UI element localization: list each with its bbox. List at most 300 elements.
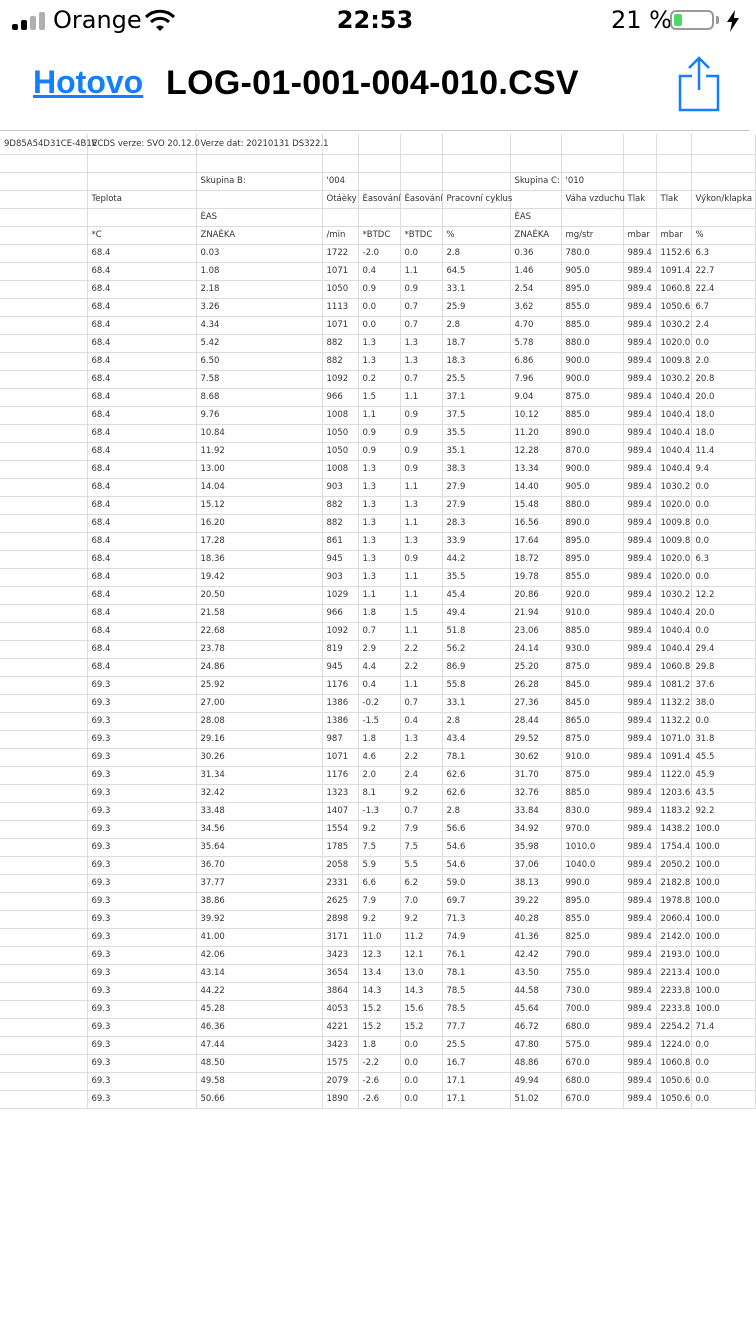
table-cell: 69.3 xyxy=(87,730,196,748)
table-cell: 1040.4 xyxy=(656,622,691,640)
table-cell: 68.4 xyxy=(87,424,196,442)
table-cell xyxy=(196,154,322,172)
table-cell xyxy=(0,334,87,352)
table-cell xyxy=(0,838,87,856)
table-cell: 855.0 xyxy=(561,568,623,586)
table-cell xyxy=(0,874,87,892)
table-cell xyxy=(0,1054,87,1072)
table-cell: 1.1 xyxy=(400,586,442,604)
table-cell: 1.1 xyxy=(400,622,442,640)
table-row xyxy=(0,550,755,568)
table-cell: 2625 xyxy=(322,892,358,910)
table-cell: 71.4 xyxy=(691,1018,755,1036)
table-cell: 38.3 xyxy=(442,460,510,478)
table-cell xyxy=(0,766,87,784)
header-row xyxy=(0,154,755,172)
table-cell xyxy=(0,1072,87,1090)
table-cell xyxy=(0,370,87,388)
table-cell xyxy=(0,460,87,478)
table-cell: 989.4 xyxy=(623,586,656,604)
table-cell: 1081.2 xyxy=(656,676,691,694)
table-cell xyxy=(442,208,510,226)
table-cell: 62.6 xyxy=(442,784,510,802)
table-cell xyxy=(623,134,656,154)
table-cell: 3423 xyxy=(322,1036,358,1054)
table-cell: 78.5 xyxy=(442,1000,510,1018)
table-cell xyxy=(0,658,87,676)
table-cell: 16.7 xyxy=(442,1054,510,1072)
table-cell: 3.26 xyxy=(196,298,322,316)
table-cell: 0.0 xyxy=(358,316,400,334)
table-cell: 14.40 xyxy=(510,478,561,496)
table-cell: 0.0 xyxy=(691,622,755,640)
table-cell: 1.5 xyxy=(400,604,442,622)
table-cell: 20.8 xyxy=(691,370,755,388)
table-cell: 47.44 xyxy=(196,1036,322,1054)
table-cell: 34.92 xyxy=(510,820,561,838)
table-cell: 1.46 xyxy=(510,262,561,280)
table-cell: 1060.8 xyxy=(656,1054,691,1072)
table-cell: 21.94 xyxy=(510,604,561,622)
table-cell: 1.1 xyxy=(400,478,442,496)
table-cell: 10.84 xyxy=(196,424,322,442)
table-cell: 44.58 xyxy=(510,982,561,1000)
table-cell: '004 xyxy=(322,172,358,190)
header-row xyxy=(0,226,755,244)
table-row xyxy=(0,820,755,838)
table-cell: 51.02 xyxy=(510,1090,561,1108)
table-row xyxy=(0,712,755,730)
table-cell: 20.86 xyxy=(510,586,561,604)
table-row xyxy=(0,460,755,478)
table-cell: 900.0 xyxy=(561,352,623,370)
table-cell: 68.4 xyxy=(87,370,196,388)
table-cell: 35.1 xyxy=(442,442,510,460)
table-cell: 7.9 xyxy=(358,892,400,910)
table-cell: 7.5 xyxy=(400,838,442,856)
table-cell xyxy=(442,134,510,154)
table-row xyxy=(0,406,755,424)
table-cell: 1009.8 xyxy=(656,352,691,370)
table-cell xyxy=(0,1090,87,1108)
table-cell: 2050.2 xyxy=(656,856,691,874)
table-cell: 989.4 xyxy=(623,532,656,550)
table-cell: mbar xyxy=(623,226,656,244)
table-cell: 71.3 xyxy=(442,910,510,928)
table-cell: 1029 xyxy=(322,586,358,604)
table-cell: 27.9 xyxy=(442,496,510,514)
table-cell: Otáèky xyxy=(322,190,358,208)
table-cell: -2.0 xyxy=(358,244,400,262)
table-cell: 0.0 xyxy=(400,1072,442,1090)
table-cell: *BTDC xyxy=(358,226,400,244)
table-cell: 68.4 xyxy=(87,478,196,496)
table-cell: 6.3 xyxy=(691,550,755,568)
table-cell: 69.3 xyxy=(87,982,196,1000)
table-row xyxy=(0,946,755,964)
table-cell: 882 xyxy=(322,514,358,532)
table-cell xyxy=(0,550,87,568)
table-cell xyxy=(0,1018,87,1036)
table-cell: '010 xyxy=(561,172,623,190)
table-cell: 69.3 xyxy=(87,748,196,766)
table-cell: 100.0 xyxy=(691,892,755,910)
table-cell: 68.4 xyxy=(87,586,196,604)
table-cell: 882 xyxy=(322,352,358,370)
table-cell: 1071 xyxy=(322,316,358,334)
table-cell: 33.1 xyxy=(442,694,510,712)
table-cell: ÈAS xyxy=(196,208,322,226)
table-cell: 29.4 xyxy=(691,640,755,658)
table-cell: 1.1 xyxy=(358,586,400,604)
table-cell: 15.2 xyxy=(358,1018,400,1036)
table-cell xyxy=(0,712,87,730)
table-cell: 1.3 xyxy=(400,496,442,514)
table-cell: 68.4 xyxy=(87,334,196,352)
table-cell: Výkon/klapka xyxy=(691,190,755,208)
table-cell: 1.1 xyxy=(400,388,442,406)
table-cell: 903 xyxy=(322,478,358,496)
table-cell: 23.06 xyxy=(510,622,561,640)
table-cell: 1050.6 xyxy=(656,1072,691,1090)
table-cell: 48.50 xyxy=(196,1054,322,1072)
table-cell: 0.0 xyxy=(691,532,755,550)
table-cell: 1386 xyxy=(322,712,358,730)
table-cell: 1.5 xyxy=(358,388,400,406)
table-cell: 989.4 xyxy=(623,748,656,766)
table-cell: 68.4 xyxy=(87,406,196,424)
table-cell: 9.76 xyxy=(196,406,322,424)
table-cell: 2898 xyxy=(322,910,358,928)
table-cell: 41.00 xyxy=(196,928,322,946)
table-cell: 4053 xyxy=(322,1000,358,1018)
table-cell: 23.78 xyxy=(196,640,322,658)
table-cell: 989.4 xyxy=(623,478,656,496)
table-cell: 1.3 xyxy=(400,532,442,550)
table-cell xyxy=(0,514,87,532)
table-cell: 29.8 xyxy=(691,658,755,676)
table-cell: 25.5 xyxy=(442,370,510,388)
table-cell: 8.1 xyxy=(358,784,400,802)
table-cell: 44.22 xyxy=(196,982,322,1000)
table-cell: 1040.4 xyxy=(656,640,691,658)
table-cell: 903 xyxy=(322,568,358,586)
table-cell: 78.1 xyxy=(442,748,510,766)
table-row xyxy=(0,478,755,496)
table-cell: 8.68 xyxy=(196,388,322,406)
table-cell: 28.44 xyxy=(510,712,561,730)
table-cell: 1050 xyxy=(322,442,358,460)
table-cell: 0.0 xyxy=(400,244,442,262)
table-cell: 69.3 xyxy=(87,694,196,712)
table-cell: 13.34 xyxy=(510,460,561,478)
table-cell: 25.92 xyxy=(196,676,322,694)
table-cell: 900.0 xyxy=(561,460,623,478)
csv-spreadsheet[interactable] xyxy=(0,134,753,1169)
table-cell: 25.5 xyxy=(442,1036,510,1054)
table-cell: 33.1 xyxy=(442,280,510,298)
table-cell: 989.4 xyxy=(623,838,656,856)
table-cell: 92.2 xyxy=(691,802,755,820)
table-row xyxy=(0,1090,755,1108)
table-cell: 14.3 xyxy=(358,982,400,1000)
table-cell: 7.58 xyxy=(196,370,322,388)
table-cell: 47.80 xyxy=(510,1036,561,1054)
table-cell: 989.4 xyxy=(623,802,656,820)
table-cell: 35.5 xyxy=(442,568,510,586)
table-cell: 575.0 xyxy=(561,1036,623,1054)
table-cell: 68.4 xyxy=(87,550,196,568)
table-cell xyxy=(0,280,87,298)
table-cell: 49.94 xyxy=(510,1072,561,1090)
table-cell: 18.3 xyxy=(442,352,510,370)
table-cell xyxy=(196,190,322,208)
table-cell xyxy=(691,172,755,190)
table-cell: 18.0 xyxy=(691,424,755,442)
table-cell xyxy=(0,1036,87,1054)
table-cell xyxy=(358,134,400,154)
table-cell: 875.0 xyxy=(561,388,623,406)
table-cell: 1.3 xyxy=(400,730,442,748)
table-cell: 40.28 xyxy=(510,910,561,928)
table-cell: 15.2 xyxy=(400,1018,442,1036)
table-cell: Tlak xyxy=(623,190,656,208)
table-cell: 2.4 xyxy=(400,766,442,784)
table-cell: 69.3 xyxy=(87,1090,196,1108)
table-cell: 37.1 xyxy=(442,388,510,406)
table-cell: 1.8 xyxy=(358,1036,400,1054)
table-cell: 1092 xyxy=(322,370,358,388)
table-cell: 1040.4 xyxy=(656,388,691,406)
table-cell: 18.72 xyxy=(510,550,561,568)
table-cell: 1091.4 xyxy=(656,748,691,766)
table-cell: 68.4 xyxy=(87,514,196,532)
table-cell: 0.7 xyxy=(400,298,442,316)
table-cell: 4.4 xyxy=(358,658,400,676)
table-cell: 7.5 xyxy=(358,838,400,856)
table-cell: 0.9 xyxy=(400,460,442,478)
table-cell: 69.3 xyxy=(87,856,196,874)
table-cell: 19.78 xyxy=(510,568,561,586)
table-cell: 855.0 xyxy=(561,910,623,928)
table-cell: 0.7 xyxy=(400,316,442,334)
table-row xyxy=(0,244,755,262)
table-cell xyxy=(0,316,87,334)
table-cell: 69.7 xyxy=(442,892,510,910)
table-row xyxy=(0,370,755,388)
table-row xyxy=(0,1000,755,1018)
table-cell: 0.0 xyxy=(691,568,755,586)
table-cell: 900.0 xyxy=(561,370,623,388)
table-cell: 46.36 xyxy=(196,1018,322,1036)
table-cell: 1040.4 xyxy=(656,460,691,478)
table-cell: 989.4 xyxy=(623,460,656,478)
csv-table xyxy=(0,134,756,1109)
table-row xyxy=(0,1018,755,1036)
table-row xyxy=(0,766,755,784)
table-cell: 20.0 xyxy=(691,388,755,406)
table-cell: 989.4 xyxy=(623,298,656,316)
table-cell: 966 xyxy=(322,388,358,406)
table-cell: 1.3 xyxy=(400,334,442,352)
table-cell: 74.9 xyxy=(442,928,510,946)
table-cell: 10.12 xyxy=(510,406,561,424)
table-cell: 62.6 xyxy=(442,766,510,784)
table-cell: 3654 xyxy=(322,964,358,982)
table-cell xyxy=(0,190,87,208)
table-row xyxy=(0,568,755,586)
table-cell: 24.86 xyxy=(196,658,322,676)
table-row xyxy=(0,334,755,352)
table-cell: 1091.4 xyxy=(656,262,691,280)
table-cell: 68.4 xyxy=(87,460,196,478)
table-cell: 17.1 xyxy=(442,1072,510,1090)
table-cell: 1050 xyxy=(322,424,358,442)
table-cell: 6.50 xyxy=(196,352,322,370)
table-cell: 2.54 xyxy=(510,280,561,298)
table-cell: Verze dat: 20210131 DS322.1 xyxy=(196,134,322,154)
table-cell: -0.2 xyxy=(358,694,400,712)
table-cell: 16.56 xyxy=(510,514,561,532)
table-cell: 69.3 xyxy=(87,1054,196,1072)
table-cell: % xyxy=(691,226,755,244)
table-cell: 1113 xyxy=(322,298,358,316)
table-cell: 845.0 xyxy=(561,676,623,694)
table-cell: 989.4 xyxy=(623,1072,656,1090)
table-row xyxy=(0,514,755,532)
table-cell: 31.70 xyxy=(510,766,561,784)
table-row xyxy=(0,424,755,442)
table-cell: 42.42 xyxy=(510,946,561,964)
table-row xyxy=(0,1036,755,1054)
table-cell: 987 xyxy=(322,730,358,748)
table-cell: 42.06 xyxy=(196,946,322,964)
table-cell: 68.4 xyxy=(87,388,196,406)
table-cell: 4.6 xyxy=(358,748,400,766)
table-cell: 875.0 xyxy=(561,730,623,748)
table-cell: Tlak xyxy=(656,190,691,208)
table-row xyxy=(0,964,755,982)
table-cell: 1407 xyxy=(322,802,358,820)
table-cell: 35.98 xyxy=(510,838,561,856)
table-cell: 3.62 xyxy=(510,298,561,316)
table-cell: 6.3 xyxy=(691,244,755,262)
table-cell xyxy=(691,208,755,226)
table-row xyxy=(0,280,755,298)
table-cell: 69.3 xyxy=(87,946,196,964)
table-cell: 16.20 xyxy=(196,514,322,532)
table-row xyxy=(0,892,755,910)
table-cell: 21.58 xyxy=(196,604,322,622)
table-cell: 700.0 xyxy=(561,1000,623,1018)
table-row xyxy=(0,316,755,334)
table-cell: 870.0 xyxy=(561,442,623,460)
table-cell: 4.34 xyxy=(196,316,322,334)
table-row xyxy=(0,298,755,316)
table-cell: 920.0 xyxy=(561,586,623,604)
table-cell: 1.3 xyxy=(358,550,400,568)
table-cell: 989.4 xyxy=(623,820,656,838)
table-cell: 1040.4 xyxy=(656,442,691,460)
table-cell: 68.4 xyxy=(87,622,196,640)
table-cell: 50.66 xyxy=(196,1090,322,1108)
table-cell: 1040.4 xyxy=(656,406,691,424)
table-cell xyxy=(561,208,623,226)
table-cell: 100.0 xyxy=(691,946,755,964)
table-cell: 1.3 xyxy=(358,532,400,550)
table-cell xyxy=(0,982,87,1000)
header-row xyxy=(0,190,755,208)
share-icon[interactable] xyxy=(676,56,722,112)
table-cell: 69.3 xyxy=(87,928,196,946)
table-cell: 0.0 xyxy=(400,1036,442,1054)
table-cell: ZNAÈKA xyxy=(196,226,322,244)
table-cell: 989.4 xyxy=(623,946,656,964)
table-cell xyxy=(87,154,196,172)
table-cell: 31.8 xyxy=(691,730,755,748)
table-cell: 2193.0 xyxy=(656,946,691,964)
table-cell xyxy=(322,154,358,172)
table-cell: 27.9 xyxy=(442,478,510,496)
table-cell: 885.0 xyxy=(561,622,623,640)
table-cell: 0.0 xyxy=(358,298,400,316)
table-cell: 0.0 xyxy=(691,1036,755,1054)
header-row xyxy=(0,208,755,226)
document-title: LOG-01-001-004-010.CSV xyxy=(166,64,579,102)
table-cell: 1071 xyxy=(322,748,358,766)
table-cell: 0.9 xyxy=(400,550,442,568)
table-cell: 78.1 xyxy=(442,964,510,982)
table-cell: 29.52 xyxy=(510,730,561,748)
table-cell: 2.0 xyxy=(358,766,400,784)
table-cell: VCDS verze: SVO 20.12.0 xyxy=(87,134,196,154)
table-cell: 68.4 xyxy=(87,262,196,280)
table-cell: 966 xyxy=(322,604,358,622)
table-cell xyxy=(0,406,87,424)
table-cell: 989.4 xyxy=(623,370,656,388)
table-cell: 1.08 xyxy=(196,262,322,280)
done-button[interactable]: Hotovo xyxy=(33,64,144,100)
table-row xyxy=(0,262,755,280)
table-row xyxy=(0,388,755,406)
table-cell: 989.4 xyxy=(623,406,656,424)
table-cell: 989.4 xyxy=(623,640,656,658)
table-cell: 1.3 xyxy=(358,352,400,370)
table-cell: 25.20 xyxy=(510,658,561,676)
table-cell: 39.22 xyxy=(510,892,561,910)
table-cell: 1030.2 xyxy=(656,586,691,604)
table-cell: 64.5 xyxy=(442,262,510,280)
table-cell: 790.0 xyxy=(561,946,623,964)
table-cell xyxy=(0,352,87,370)
table-cell: 989.4 xyxy=(623,1090,656,1108)
table-row xyxy=(0,730,755,748)
table-cell: 895.0 xyxy=(561,280,623,298)
table-cell: 0.9 xyxy=(358,424,400,442)
table-cell: 15.12 xyxy=(196,496,322,514)
table-cell: 33.48 xyxy=(196,802,322,820)
table-cell: 38.13 xyxy=(510,874,561,892)
table-cell: 0.7 xyxy=(400,694,442,712)
table-cell: 1020.0 xyxy=(656,550,691,568)
table-cell: 989.4 xyxy=(623,334,656,352)
table-cell: 989.4 xyxy=(623,496,656,514)
table-cell: 989.4 xyxy=(623,964,656,982)
table-cell: 38.86 xyxy=(196,892,322,910)
table-cell: 989.4 xyxy=(623,622,656,640)
table-cell: 68.4 xyxy=(87,496,196,514)
table-cell: 1.8 xyxy=(358,730,400,748)
